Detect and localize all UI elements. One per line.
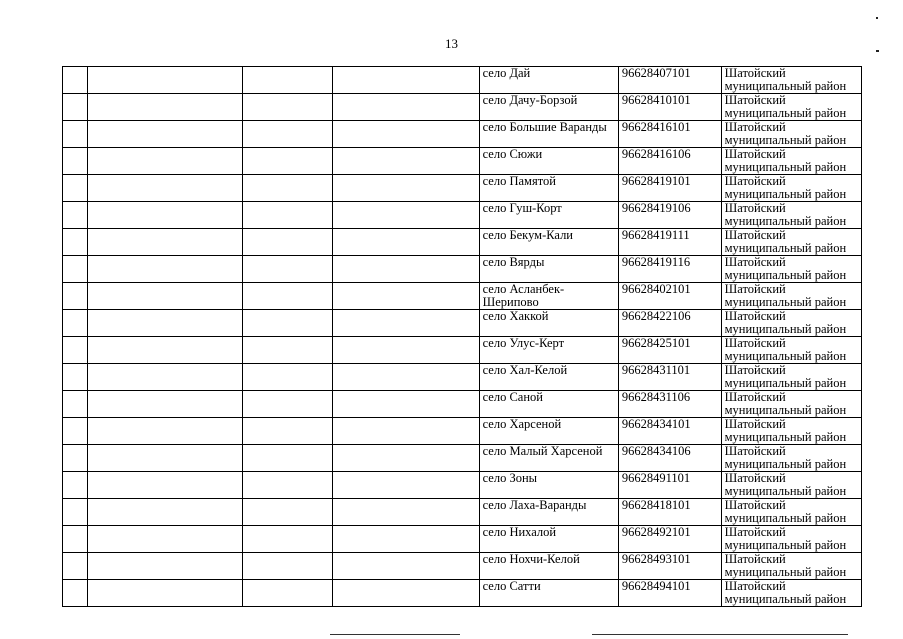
settlement-name-cell: село Гуш-Корт: [479, 202, 618, 229]
cell-empty-3: [242, 337, 332, 364]
settlements-table: [62, 66, 862, 607]
cell-empty-2: [87, 67, 242, 94]
table-row: [63, 445, 862, 472]
cell-empty-1: [63, 364, 88, 391]
cell-empty-4: [332, 229, 479, 256]
cell-empty-4: [332, 472, 479, 499]
settlement-name-cell: село Зоны: [479, 472, 618, 499]
oktmo-code-cell: 96628422106: [618, 310, 721, 337]
settlement-name-cell: село Нихалой: [479, 526, 618, 553]
district-cell: Шатойский муниципальный район: [721, 580, 861, 607]
cell-empty-4: [332, 202, 479, 229]
table-row: [63, 67, 862, 94]
table-row: [63, 553, 862, 580]
oktmo-code-cell: 96628416106: [618, 148, 721, 175]
cell-empty-2: [87, 256, 242, 283]
oktmo-code-cell: 96628402101: [618, 283, 721, 310]
cell-empty-3: [242, 553, 332, 580]
cell-empty-1: [63, 256, 88, 283]
settlement-name-cell: село Малый Харсеной: [479, 445, 618, 472]
settlement-name-cell: село Лаха-Варанды: [479, 499, 618, 526]
cell-empty-4: [332, 283, 479, 310]
cell-empty-1: [63, 499, 88, 526]
district-cell: Шатойский муниципальный район: [721, 391, 861, 418]
settlement-name-cell: село Саной: [479, 391, 618, 418]
table-row: [63, 472, 862, 499]
cell-empty-2: [87, 202, 242, 229]
cell-empty-1: [63, 553, 88, 580]
cell-empty-3: [242, 67, 332, 94]
cell-empty-1: [63, 472, 88, 499]
settlement-name-cell: село Улус-Керт: [479, 337, 618, 364]
district-cell: Шатойский муниципальный район: [721, 310, 861, 337]
cell-empty-3: [242, 391, 332, 418]
table-row: [63, 175, 862, 202]
cell-empty-3: [242, 418, 332, 445]
table-row: [63, 94, 862, 121]
settlement-name-cell: село Асланбек-Шерипово: [479, 283, 618, 310]
settlement-name-cell: село Сатти: [479, 580, 618, 607]
cell-empty-4: [332, 391, 479, 418]
table-row: [63, 337, 862, 364]
district-cell: Шатойский муниципальный район: [721, 445, 861, 472]
cell-empty-3: [242, 148, 332, 175]
oktmo-code-cell: 96628425101: [618, 337, 721, 364]
cell-empty-4: [332, 94, 479, 121]
oktmo-code-cell: 96628491101: [618, 472, 721, 499]
district-cell: Шатойский муниципальный район: [721, 175, 861, 202]
district-cell: Шатойский муниципальный район: [721, 418, 861, 445]
cell-empty-2: [87, 418, 242, 445]
cell-empty-1: [63, 229, 88, 256]
table-row: [63, 418, 862, 445]
cell-empty-3: [242, 229, 332, 256]
table-row: [63, 283, 862, 310]
cell-empty-3: [242, 526, 332, 553]
cell-empty-1: [63, 337, 88, 364]
oktmo-code-cell: 96628407101: [618, 67, 721, 94]
table-row: [63, 256, 862, 283]
cell-empty-4: [332, 121, 479, 148]
cell-empty-2: [87, 580, 242, 607]
cell-empty-4: [332, 553, 479, 580]
cell-empty-2: [87, 148, 242, 175]
table-row: [63, 202, 862, 229]
oktmo-code-cell: 96628418101: [618, 499, 721, 526]
cell-empty-1: [63, 67, 88, 94]
oktmo-code-cell: 96628434101: [618, 418, 721, 445]
scan-speck: [876, 50, 879, 52]
cell-empty-3: [242, 256, 332, 283]
district-cell: Шатойский муниципальный район: [721, 337, 861, 364]
scan-speck: [876, 17, 878, 19]
cell-empty-1: [63, 94, 88, 121]
cell-empty-4: [332, 364, 479, 391]
cell-empty-4: [332, 499, 479, 526]
oktmo-code-cell: 96628494101: [618, 580, 721, 607]
scan-line: [330, 634, 460, 635]
cell-empty-2: [87, 94, 242, 121]
settlement-name-cell: село Хал-Келой: [479, 364, 618, 391]
cell-empty-3: [242, 283, 332, 310]
cell-empty-3: [242, 364, 332, 391]
cell-empty-1: [63, 283, 88, 310]
oktmo-code-cell: 96628431106: [618, 391, 721, 418]
district-cell: Шатойский муниципальный район: [721, 283, 861, 310]
table-row: [63, 121, 862, 148]
cell-empty-1: [63, 310, 88, 337]
oktmo-code-cell: 96628493101: [618, 553, 721, 580]
oktmo-code-cell: 96628419101: [618, 175, 721, 202]
district-cell: Шатойский муниципальный район: [721, 148, 861, 175]
oktmo-code-cell: 96628431101: [618, 364, 721, 391]
cell-empty-2: [87, 229, 242, 256]
cell-empty-2: [87, 337, 242, 364]
table-row: [63, 310, 862, 337]
cell-empty-1: [63, 202, 88, 229]
settlement-name-cell: село Памятой: [479, 175, 618, 202]
table-row: [63, 148, 862, 175]
settlement-name-cell: село Большие Варанды: [479, 121, 618, 148]
cell-empty-3: [242, 202, 332, 229]
settlement-name-cell: село Сюжи: [479, 148, 618, 175]
cell-empty-1: [63, 121, 88, 148]
table-row: [63, 364, 862, 391]
cell-empty-4: [332, 418, 479, 445]
cell-empty-4: [332, 310, 479, 337]
cell-empty-3: [242, 175, 332, 202]
oktmo-code-cell: 96628410101: [618, 94, 721, 121]
cell-empty-1: [63, 175, 88, 202]
table-row: [63, 229, 862, 256]
scan-line: [592, 634, 848, 635]
district-cell: Шатойский муниципальный район: [721, 526, 861, 553]
district-cell: Шатойский муниципальный район: [721, 202, 861, 229]
cell-empty-1: [63, 418, 88, 445]
cell-empty-3: [242, 121, 332, 148]
cell-empty-4: [332, 148, 479, 175]
table-body: [63, 67, 862, 607]
oktmo-code-cell: 96628416101: [618, 121, 721, 148]
cell-empty-2: [87, 445, 242, 472]
cell-empty-4: [332, 175, 479, 202]
cell-empty-3: [242, 580, 332, 607]
oktmo-code-cell: 96628419116: [618, 256, 721, 283]
cell-empty-2: [87, 526, 242, 553]
oktmo-code-cell: 96628492101: [618, 526, 721, 553]
cell-empty-4: [332, 67, 479, 94]
district-cell: Шатойский муниципальный район: [721, 553, 861, 580]
cell-empty-4: [332, 337, 479, 364]
table-row: [63, 391, 862, 418]
cell-empty-3: [242, 499, 332, 526]
district-cell: Шатойский муниципальный район: [721, 499, 861, 526]
oktmo-code-cell: 96628419111: [618, 229, 721, 256]
cell-empty-4: [332, 256, 479, 283]
cell-empty-4: [332, 445, 479, 472]
cell-empty-2: [87, 283, 242, 310]
cell-empty-3: [242, 472, 332, 499]
table-row: [63, 580, 862, 607]
cell-empty-3: [242, 445, 332, 472]
cell-empty-2: [87, 499, 242, 526]
settlement-name-cell: село Вярды: [479, 256, 618, 283]
district-cell: Шатойский муниципальный район: [721, 472, 861, 499]
oktmo-code-cell: 96628434106: [618, 445, 721, 472]
district-cell: Шатойский муниципальный район: [721, 94, 861, 121]
cell-empty-1: [63, 580, 88, 607]
district-cell: Шатойский муниципальный район: [721, 121, 861, 148]
cell-empty-1: [63, 391, 88, 418]
settlement-name-cell: село Дай: [479, 67, 618, 94]
cell-empty-4: [332, 580, 479, 607]
settlement-name-cell: село Дачу-Борзой: [479, 94, 618, 121]
cell-empty-2: [87, 472, 242, 499]
cell-empty-2: [87, 175, 242, 202]
district-cell: Шатойский муниципальный район: [721, 256, 861, 283]
cell-empty-1: [63, 445, 88, 472]
cell-empty-3: [242, 94, 332, 121]
page-number: 13: [445, 36, 458, 51]
cell-empty-1: [63, 148, 88, 175]
settlement-name-cell: село Хаккой: [479, 310, 618, 337]
cell-empty-2: [87, 121, 242, 148]
cell-empty-4: [332, 526, 479, 553]
settlement-name-cell: село Харсеной: [479, 418, 618, 445]
table-row: [63, 526, 862, 553]
cell-empty-2: [87, 553, 242, 580]
district-cell: Шатойский муниципальный район: [721, 229, 861, 256]
settlement-name-cell: село Нохчи-Келой: [479, 553, 618, 580]
district-cell: Шатойский муниципальный район: [721, 67, 861, 94]
cell-empty-2: [87, 391, 242, 418]
cell-empty-3: [242, 310, 332, 337]
district-cell: Шатойский муниципальный район: [721, 364, 861, 391]
settlement-name-cell: село Бекум-Кали: [479, 229, 618, 256]
oktmo-code-cell: 96628419106: [618, 202, 721, 229]
cell-empty-2: [87, 310, 242, 337]
cell-empty-1: [63, 526, 88, 553]
cell-empty-2: [87, 364, 242, 391]
table-row: [63, 499, 862, 526]
